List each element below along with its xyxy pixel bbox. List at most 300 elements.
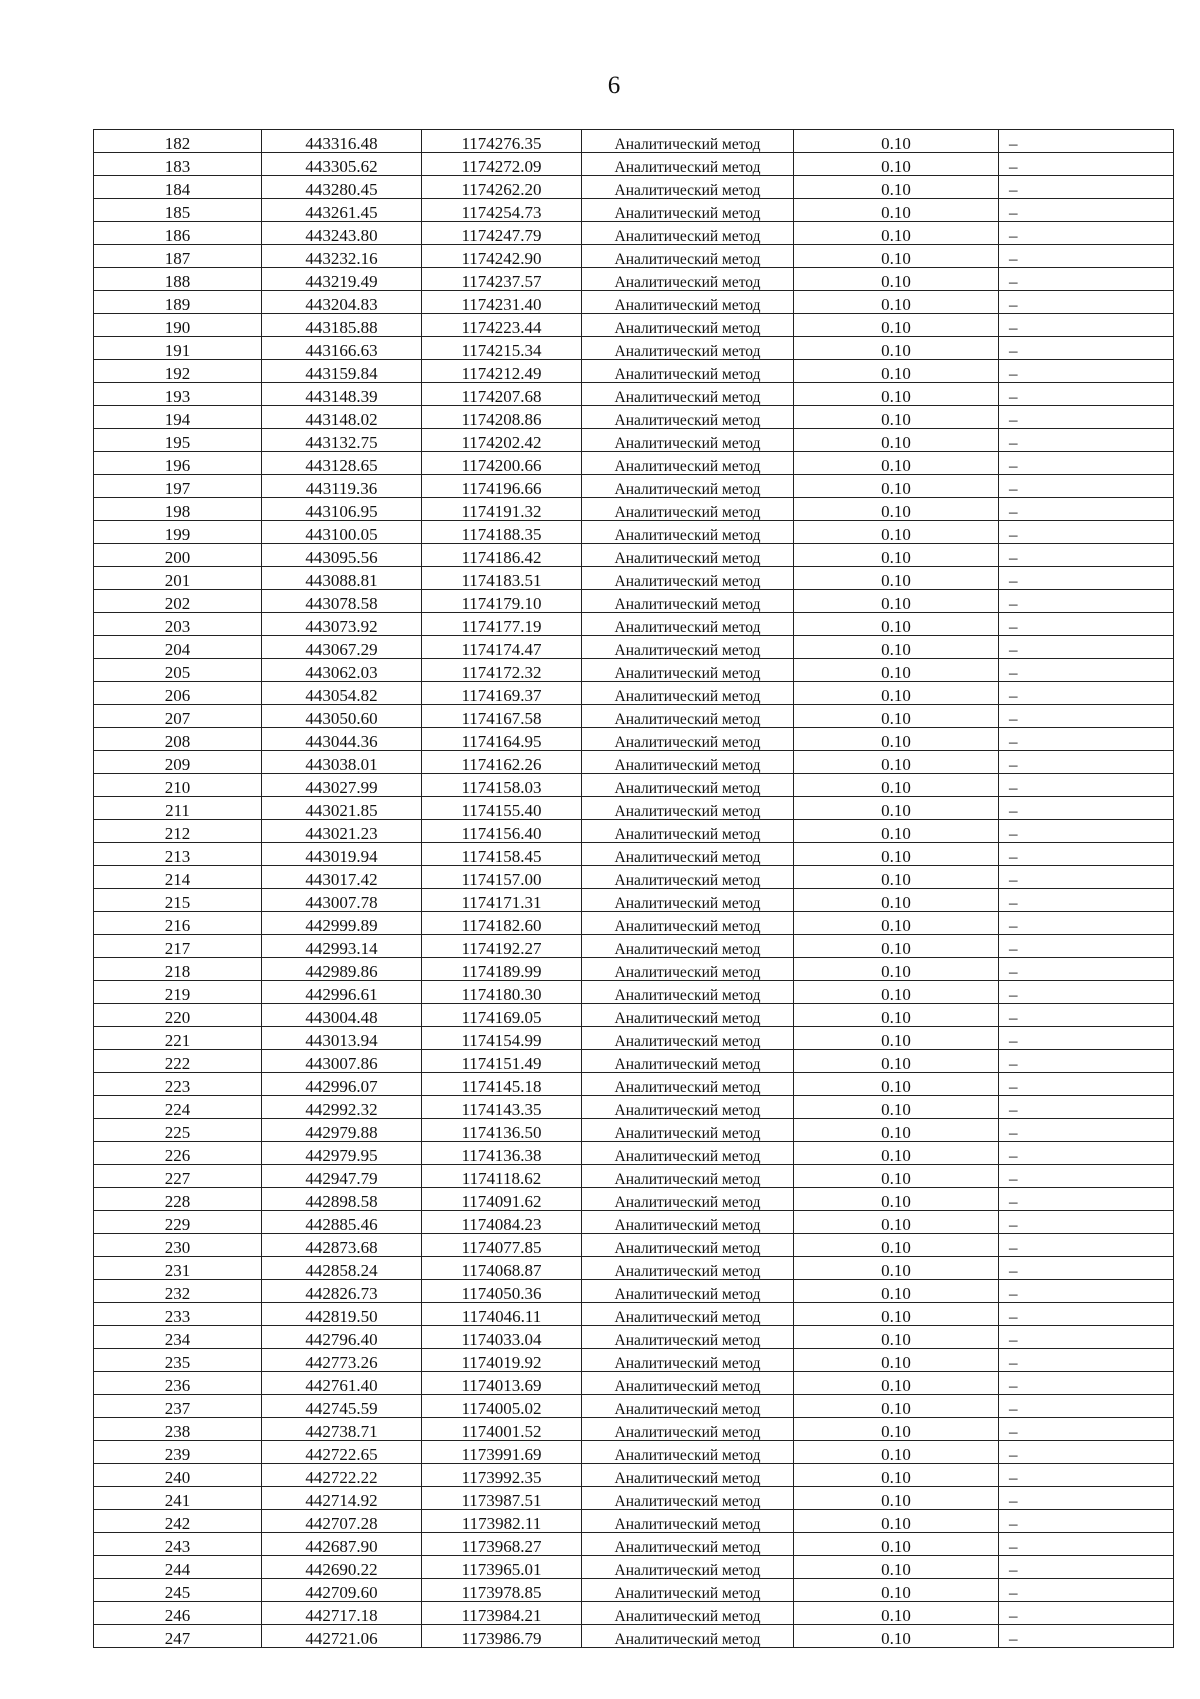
accuracy-cell: 0.10 xyxy=(794,1119,999,1142)
point-number-cell: 224 xyxy=(94,1096,262,1119)
note-cell: – xyxy=(999,958,1174,981)
table-row xyxy=(94,521,1174,544)
y-coordinate-cell: 1173984.21 xyxy=(422,1602,582,1625)
accuracy-cell: 0.10 xyxy=(794,590,999,613)
x-coordinate-cell: 442989.86 xyxy=(262,958,422,981)
method-cell: Аналитический метод xyxy=(582,544,794,567)
accuracy-cell: 0.10 xyxy=(794,1004,999,1027)
y-coordinate-cell: 1174158.03 xyxy=(422,774,582,797)
method-cell: Аналитический метод xyxy=(582,1050,794,1073)
method-cell: Аналитический метод xyxy=(582,1395,794,1418)
x-coordinate-cell: 442996.61 xyxy=(262,981,422,1004)
table-row xyxy=(94,889,1174,912)
table-row xyxy=(94,636,1174,659)
point-number-cell: 240 xyxy=(94,1464,262,1487)
method-cell: Аналитический метод xyxy=(582,1579,794,1602)
y-coordinate-cell: 1174171.31 xyxy=(422,889,582,912)
point-number-cell: 244 xyxy=(94,1556,262,1579)
point-number-cell: 207 xyxy=(94,705,262,728)
note-cell: – xyxy=(999,544,1174,567)
note-cell: – xyxy=(999,613,1174,636)
y-coordinate-cell: 1174068.87 xyxy=(422,1257,582,1280)
method-cell: Аналитический метод xyxy=(582,912,794,935)
method-cell: Аналитический метод xyxy=(582,521,794,544)
accuracy-cell: 0.10 xyxy=(794,935,999,958)
note-cell: – xyxy=(999,1234,1174,1257)
accuracy-cell: 0.10 xyxy=(794,682,999,705)
x-coordinate-cell: 442745.59 xyxy=(262,1395,422,1418)
y-coordinate-cell: 1174202.42 xyxy=(422,429,582,452)
x-coordinate-cell: 442714.92 xyxy=(262,1487,422,1510)
table-row xyxy=(94,774,1174,797)
method-cell: Аналитический метод xyxy=(582,797,794,820)
method-cell: Аналитический метод xyxy=(582,751,794,774)
y-coordinate-cell: 1173987.51 xyxy=(422,1487,582,1510)
table-row xyxy=(94,1096,1174,1119)
x-coordinate-cell: 443243.80 xyxy=(262,222,422,245)
method-cell: Аналитический метод xyxy=(582,130,794,153)
point-number-cell: 222 xyxy=(94,1050,262,1073)
x-coordinate-cell: 442690.22 xyxy=(262,1556,422,1579)
x-coordinate-cell: 442707.28 xyxy=(262,1510,422,1533)
y-coordinate-cell: 1174154.99 xyxy=(422,1027,582,1050)
method-cell: Аналитический метод xyxy=(582,222,794,245)
accuracy-cell: 0.10 xyxy=(794,1303,999,1326)
y-coordinate-cell: 1174077.85 xyxy=(422,1234,582,1257)
accuracy-cell: 0.10 xyxy=(794,337,999,360)
accuracy-cell: 0.10 xyxy=(794,636,999,659)
y-coordinate-cell: 1174254.73 xyxy=(422,199,582,222)
y-coordinate-cell: 1174200.66 xyxy=(422,452,582,475)
table-row xyxy=(94,935,1174,958)
method-cell: Аналитический метод xyxy=(582,659,794,682)
y-coordinate-cell: 1174158.45 xyxy=(422,843,582,866)
point-number-cell: 217 xyxy=(94,935,262,958)
y-coordinate-cell: 1174169.05 xyxy=(422,1004,582,1027)
table-row xyxy=(94,1234,1174,1257)
method-cell: Аналитический метод xyxy=(582,1257,794,1280)
note-cell: – xyxy=(999,1257,1174,1280)
x-coordinate-cell: 442722.65 xyxy=(262,1441,422,1464)
x-coordinate-cell: 443316.48 xyxy=(262,130,422,153)
point-number-cell: 238 xyxy=(94,1418,262,1441)
accuracy-cell: 0.10 xyxy=(794,728,999,751)
table-row xyxy=(94,1625,1174,1648)
note-cell: – xyxy=(999,751,1174,774)
note-cell: – xyxy=(999,659,1174,682)
table-row xyxy=(94,1602,1174,1625)
note-cell: – xyxy=(999,498,1174,521)
y-coordinate-cell: 1174196.66 xyxy=(422,475,582,498)
method-cell: Аналитический метод xyxy=(582,1533,794,1556)
table-row xyxy=(94,820,1174,843)
note-cell: – xyxy=(999,475,1174,498)
y-coordinate-cell: 1174276.35 xyxy=(422,130,582,153)
point-number-cell: 201 xyxy=(94,567,262,590)
accuracy-cell: 0.10 xyxy=(794,130,999,153)
x-coordinate-cell: 443027.99 xyxy=(262,774,422,797)
point-number-cell: 209 xyxy=(94,751,262,774)
note-cell: – xyxy=(999,176,1174,199)
method-cell: Аналитический метод xyxy=(582,1119,794,1142)
method-cell: Аналитический метод xyxy=(582,176,794,199)
y-coordinate-cell: 1174223.44 xyxy=(422,314,582,337)
accuracy-cell: 0.10 xyxy=(794,1326,999,1349)
x-coordinate-cell: 443119.36 xyxy=(262,475,422,498)
x-coordinate-cell: 442796.40 xyxy=(262,1326,422,1349)
table-row xyxy=(94,1326,1174,1349)
x-coordinate-cell: 442761.40 xyxy=(262,1372,422,1395)
table-row xyxy=(94,1372,1174,1395)
table-row xyxy=(94,981,1174,1004)
method-cell: Аналитический метод xyxy=(582,199,794,222)
table-row xyxy=(94,613,1174,636)
x-coordinate-cell: 443148.39 xyxy=(262,383,422,406)
accuracy-cell: 0.10 xyxy=(794,153,999,176)
method-cell: Аналитический метод xyxy=(582,1464,794,1487)
table-row xyxy=(94,1073,1174,1096)
y-coordinate-cell: 1174118.62 xyxy=(422,1165,582,1188)
x-coordinate-cell: 442873.68 xyxy=(262,1234,422,1257)
accuracy-cell: 0.10 xyxy=(794,567,999,590)
point-number-cell: 205 xyxy=(94,659,262,682)
note-cell: – xyxy=(999,383,1174,406)
method-cell: Аналитический метод xyxy=(582,314,794,337)
accuracy-cell: 0.10 xyxy=(794,245,999,268)
accuracy-cell: 0.10 xyxy=(794,774,999,797)
note-cell: – xyxy=(999,1395,1174,1418)
point-number-cell: 199 xyxy=(94,521,262,544)
x-coordinate-cell: 443013.94 xyxy=(262,1027,422,1050)
point-number-cell: 215 xyxy=(94,889,262,912)
y-coordinate-cell: 1174033.04 xyxy=(422,1326,582,1349)
accuracy-cell: 0.10 xyxy=(794,1349,999,1372)
x-coordinate-cell: 442709.60 xyxy=(262,1579,422,1602)
x-coordinate-cell: 443088.81 xyxy=(262,567,422,590)
method-cell: Аналитический метод xyxy=(582,1625,794,1648)
accuracy-cell: 0.10 xyxy=(794,751,999,774)
accuracy-cell: 0.10 xyxy=(794,1050,999,1073)
table-row xyxy=(94,1464,1174,1487)
y-coordinate-cell: 1174050.36 xyxy=(422,1280,582,1303)
table-row xyxy=(94,1441,1174,1464)
note-cell: – xyxy=(999,1349,1174,1372)
note-cell: – xyxy=(999,889,1174,912)
method-cell: Аналитический метод xyxy=(582,1510,794,1533)
y-coordinate-cell: 1174212.49 xyxy=(422,360,582,383)
table-row xyxy=(94,958,1174,981)
y-coordinate-cell: 1174156.40 xyxy=(422,820,582,843)
note-cell: – xyxy=(999,429,1174,452)
note-cell: – xyxy=(999,360,1174,383)
point-number-cell: 183 xyxy=(94,153,262,176)
x-coordinate-cell: 442992.32 xyxy=(262,1096,422,1119)
table-row xyxy=(94,429,1174,452)
method-cell: Аналитический метод xyxy=(582,1211,794,1234)
x-coordinate-cell: 443044.36 xyxy=(262,728,422,751)
accuracy-cell: 0.10 xyxy=(794,383,999,406)
x-coordinate-cell: 443021.23 xyxy=(262,820,422,843)
note-cell: – xyxy=(999,1165,1174,1188)
method-cell: Аналитический метод xyxy=(582,1303,794,1326)
y-coordinate-cell: 1174180.30 xyxy=(422,981,582,1004)
method-cell: Аналитический метод xyxy=(582,590,794,613)
accuracy-cell: 0.10 xyxy=(794,1234,999,1257)
method-cell: Аналитический метод xyxy=(582,935,794,958)
point-number-cell: 236 xyxy=(94,1372,262,1395)
accuracy-cell: 0.10 xyxy=(794,475,999,498)
point-number-cell: 204 xyxy=(94,636,262,659)
table-row xyxy=(94,1211,1174,1234)
note-cell: – xyxy=(999,843,1174,866)
table-row xyxy=(94,728,1174,751)
method-cell: Аналитический метод xyxy=(582,245,794,268)
x-coordinate-cell: 443232.16 xyxy=(262,245,422,268)
note-cell: – xyxy=(999,1303,1174,1326)
table-row xyxy=(94,222,1174,245)
y-coordinate-cell: 1174136.50 xyxy=(422,1119,582,1142)
note-cell: – xyxy=(999,521,1174,544)
point-number-cell: 242 xyxy=(94,1510,262,1533)
point-number-cell: 229 xyxy=(94,1211,262,1234)
table-row xyxy=(94,452,1174,475)
y-coordinate-cell: 1174262.20 xyxy=(422,176,582,199)
x-coordinate-cell: 442947.79 xyxy=(262,1165,422,1188)
note-cell: – xyxy=(999,912,1174,935)
table-row xyxy=(94,866,1174,889)
point-number-cell: 200 xyxy=(94,544,262,567)
x-coordinate-cell: 442819.50 xyxy=(262,1303,422,1326)
note-cell: – xyxy=(999,199,1174,222)
method-cell: Аналитический метод xyxy=(582,383,794,406)
y-coordinate-cell: 1174188.35 xyxy=(422,521,582,544)
accuracy-cell: 0.10 xyxy=(794,521,999,544)
table-row xyxy=(94,659,1174,682)
table-row xyxy=(94,1395,1174,1418)
method-cell: Аналитический метод xyxy=(582,843,794,866)
x-coordinate-cell: 443305.62 xyxy=(262,153,422,176)
point-number-cell: 225 xyxy=(94,1119,262,1142)
accuracy-cell: 0.10 xyxy=(794,176,999,199)
method-cell: Аналитический метод xyxy=(582,1004,794,1027)
accuracy-cell: 0.10 xyxy=(794,268,999,291)
method-cell: Аналитический метод xyxy=(582,981,794,1004)
accuracy-cell: 0.10 xyxy=(794,199,999,222)
note-cell: – xyxy=(999,1027,1174,1050)
point-number-cell: 197 xyxy=(94,475,262,498)
y-coordinate-cell: 1174272.09 xyxy=(422,153,582,176)
note-cell: – xyxy=(999,1625,1174,1648)
point-number-cell: 192 xyxy=(94,360,262,383)
point-number-cell: 232 xyxy=(94,1280,262,1303)
table-row xyxy=(94,291,1174,314)
note-cell: – xyxy=(999,314,1174,337)
table-row xyxy=(94,1510,1174,1533)
note-cell: – xyxy=(999,728,1174,751)
note-cell: – xyxy=(999,1510,1174,1533)
accuracy-cell: 0.10 xyxy=(794,406,999,429)
point-number-cell: 196 xyxy=(94,452,262,475)
accuracy-cell: 0.10 xyxy=(794,1441,999,1464)
y-coordinate-cell: 1174191.32 xyxy=(422,498,582,521)
accuracy-cell: 0.10 xyxy=(794,360,999,383)
y-coordinate-cell: 1174177.19 xyxy=(422,613,582,636)
y-coordinate-cell: 1173986.79 xyxy=(422,1625,582,1648)
method-cell: Аналитический метод xyxy=(582,1418,794,1441)
y-coordinate-cell: 1174192.27 xyxy=(422,935,582,958)
method-cell: Аналитический метод xyxy=(582,1027,794,1050)
accuracy-cell: 0.10 xyxy=(794,659,999,682)
x-coordinate-cell: 443038.01 xyxy=(262,751,422,774)
point-number-cell: 231 xyxy=(94,1257,262,1280)
point-number-cell: 198 xyxy=(94,498,262,521)
y-coordinate-cell: 1173968.27 xyxy=(422,1533,582,1556)
x-coordinate-cell: 443106.95 xyxy=(262,498,422,521)
note-cell: – xyxy=(999,1326,1174,1349)
x-coordinate-cell: 442687.90 xyxy=(262,1533,422,1556)
y-coordinate-cell: 1174145.18 xyxy=(422,1073,582,1096)
table-row xyxy=(94,1004,1174,1027)
table-row xyxy=(94,199,1174,222)
note-cell: – xyxy=(999,1372,1174,1395)
method-cell: Аналитический метод xyxy=(582,613,794,636)
y-coordinate-cell: 1174151.49 xyxy=(422,1050,582,1073)
y-coordinate-cell: 1174005.02 xyxy=(422,1395,582,1418)
y-coordinate-cell: 1174164.95 xyxy=(422,728,582,751)
table-row xyxy=(94,1579,1174,1602)
point-number-cell: 187 xyxy=(94,245,262,268)
method-cell: Аналитический метод xyxy=(582,498,794,521)
note-cell: – xyxy=(999,268,1174,291)
accuracy-cell: 0.10 xyxy=(794,429,999,452)
y-coordinate-cell: 1174013.69 xyxy=(422,1372,582,1395)
method-cell: Аналитический метод xyxy=(582,682,794,705)
x-coordinate-cell: 442993.14 xyxy=(262,935,422,958)
y-coordinate-cell: 1173982.11 xyxy=(422,1510,582,1533)
method-cell: Аналитический метод xyxy=(582,1234,794,1257)
table-row xyxy=(94,1556,1174,1579)
method-cell: Аналитический метод xyxy=(582,337,794,360)
accuracy-cell: 0.10 xyxy=(794,291,999,314)
point-number-cell: 188 xyxy=(94,268,262,291)
table-row xyxy=(94,1119,1174,1142)
x-coordinate-cell: 442773.26 xyxy=(262,1349,422,1372)
table-row xyxy=(94,1303,1174,1326)
note-cell: – xyxy=(999,1188,1174,1211)
accuracy-cell: 0.10 xyxy=(794,544,999,567)
note-cell: – xyxy=(999,1441,1174,1464)
x-coordinate-cell: 442738.71 xyxy=(262,1418,422,1441)
x-coordinate-cell: 442898.58 xyxy=(262,1188,422,1211)
point-number-cell: 206 xyxy=(94,682,262,705)
x-coordinate-cell: 442885.46 xyxy=(262,1211,422,1234)
x-coordinate-cell: 443019.94 xyxy=(262,843,422,866)
note-cell: – xyxy=(999,406,1174,429)
method-cell: Аналитический метод xyxy=(582,406,794,429)
accuracy-cell: 0.10 xyxy=(794,1395,999,1418)
x-coordinate-cell: 443159.84 xyxy=(262,360,422,383)
y-coordinate-cell: 1174091.62 xyxy=(422,1188,582,1211)
note-cell: – xyxy=(999,567,1174,590)
accuracy-cell: 0.10 xyxy=(794,1487,999,1510)
accuracy-cell: 0.10 xyxy=(794,1556,999,1579)
method-cell: Аналитический метод xyxy=(582,291,794,314)
point-number-cell: 211 xyxy=(94,797,262,820)
table-row xyxy=(94,498,1174,521)
note-cell: – xyxy=(999,1556,1174,1579)
table-row xyxy=(94,1533,1174,1556)
point-number-cell: 239 xyxy=(94,1441,262,1464)
x-coordinate-cell: 443007.78 xyxy=(262,889,422,912)
method-cell: Аналитический метод xyxy=(582,1142,794,1165)
table-row xyxy=(94,1142,1174,1165)
note-cell: – xyxy=(999,820,1174,843)
table-row xyxy=(94,314,1174,337)
accuracy-cell: 0.10 xyxy=(794,1027,999,1050)
table-row xyxy=(94,176,1174,199)
table-row xyxy=(94,912,1174,935)
method-cell: Аналитический метод xyxy=(582,1165,794,1188)
x-coordinate-cell: 443078.58 xyxy=(262,590,422,613)
accuracy-cell: 0.10 xyxy=(794,1625,999,1648)
table-row xyxy=(94,1280,1174,1303)
method-cell: Аналитический метод xyxy=(582,889,794,912)
y-coordinate-cell: 1174231.40 xyxy=(422,291,582,314)
note-cell: – xyxy=(999,452,1174,475)
point-number-cell: 223 xyxy=(94,1073,262,1096)
table-row xyxy=(94,751,1174,774)
note-cell: – xyxy=(999,1073,1174,1096)
method-cell: Аналитический метод xyxy=(582,268,794,291)
x-coordinate-cell: 443185.88 xyxy=(262,314,422,337)
x-coordinate-cell: 442722.22 xyxy=(262,1464,422,1487)
method-cell: Аналитический метод xyxy=(582,1188,794,1211)
accuracy-cell: 0.10 xyxy=(794,1096,999,1119)
accuracy-cell: 0.10 xyxy=(794,1418,999,1441)
note-cell: – xyxy=(999,1142,1174,1165)
point-number-cell: 230 xyxy=(94,1234,262,1257)
y-coordinate-cell: 1174207.68 xyxy=(422,383,582,406)
y-coordinate-cell: 1174046.11 xyxy=(422,1303,582,1326)
method-cell: Аналитический метод xyxy=(582,636,794,659)
method-cell: Аналитический метод xyxy=(582,1349,794,1372)
note-cell: – xyxy=(999,1211,1174,1234)
accuracy-cell: 0.10 xyxy=(794,889,999,912)
accuracy-cell: 0.10 xyxy=(794,1211,999,1234)
table-row xyxy=(94,268,1174,291)
table-row xyxy=(94,1188,1174,1211)
table-row xyxy=(94,406,1174,429)
note-cell: – xyxy=(999,1119,1174,1142)
note-cell: – xyxy=(999,590,1174,613)
x-coordinate-cell: 443007.86 xyxy=(262,1050,422,1073)
y-coordinate-cell: 1174162.26 xyxy=(422,751,582,774)
table-row xyxy=(94,337,1174,360)
table-row xyxy=(94,705,1174,728)
x-coordinate-cell: 443073.92 xyxy=(262,613,422,636)
note-cell: – xyxy=(999,245,1174,268)
method-cell: Аналитический метод xyxy=(582,820,794,843)
note-cell: – xyxy=(999,1602,1174,1625)
x-coordinate-cell: 442996.07 xyxy=(262,1073,422,1096)
y-coordinate-cell: 1173991.69 xyxy=(422,1441,582,1464)
note-cell: – xyxy=(999,222,1174,245)
coordinates-table xyxy=(93,129,1174,1648)
point-number-cell: 210 xyxy=(94,774,262,797)
point-number-cell: 237 xyxy=(94,1395,262,1418)
accuracy-cell: 0.10 xyxy=(794,498,999,521)
y-coordinate-cell: 1174242.90 xyxy=(422,245,582,268)
